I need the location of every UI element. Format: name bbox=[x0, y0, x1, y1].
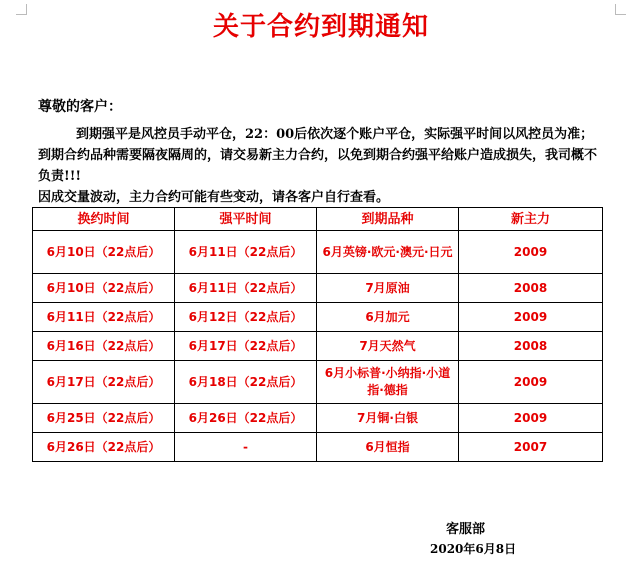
cell-rollover-time: 6月26日（22点后） bbox=[33, 433, 175, 462]
cell-new-main-contract: 2009 bbox=[459, 404, 603, 433]
notice-body bbox=[38, 124, 604, 208]
header-forced-close-time: 强平时间 bbox=[175, 208, 317, 231]
cell-rollover-time: 6月10日（22点后） bbox=[33, 231, 175, 274]
table-row bbox=[33, 361, 603, 404]
table-row bbox=[33, 303, 603, 332]
cell-new-main-contract: 2009 bbox=[459, 303, 603, 332]
notice-paragraph-1: 到期强平是风控员手动平仓，22：00后依次逐个账户平仓，实际强平时间以风控员为准；到期合约品种需要隔夜隔周的，请交易新主力合约，以免到期合约强平给账户造成损失，我司概不负责!!! bbox=[38, 127, 598, 184]
table-row bbox=[33, 231, 603, 274]
cell-forced-close-time: 6月11日（22点后） bbox=[175, 231, 317, 274]
table-row bbox=[33, 433, 603, 462]
cell-expiring-product: 7月铜·白银 bbox=[317, 404, 459, 433]
cell-rollover-time: 6月25日（22点后） bbox=[33, 404, 175, 433]
cell-forced-close-time: 6月26日（22点后） bbox=[175, 404, 317, 433]
cell-rollover-time: 6月11日（22点后） bbox=[33, 303, 175, 332]
table-row bbox=[33, 274, 603, 303]
signature-date: 2020年6月8日 bbox=[430, 542, 517, 556]
cell-rollover-time: 6月17日（22点后） bbox=[33, 361, 175, 404]
expiry-schedule-table bbox=[32, 207, 603, 462]
cell-forced-close-time: - bbox=[175, 433, 317, 462]
signature-department: 客服部 bbox=[446, 522, 486, 537]
cell-new-main-contract: 2009 bbox=[459, 231, 603, 274]
table-row bbox=[33, 404, 603, 433]
cell-new-main-contract: 2009 bbox=[459, 361, 603, 404]
notice-title: 关于合约到期通知 bbox=[212, 12, 429, 42]
cell-new-main-contract: 2008 bbox=[459, 274, 603, 303]
cell-expiring-product: 6月加元 bbox=[317, 303, 459, 332]
header-new-main-contract: 新主力 bbox=[459, 208, 603, 231]
cell-new-main-contract: 2007 bbox=[459, 433, 603, 462]
cell-expiring-product: 6月英镑·欧元·澳元·日元 bbox=[317, 231, 459, 274]
cell-rollover-time: 6月16日（22点后） bbox=[33, 332, 175, 361]
header-rollover-time: 换约时间 bbox=[33, 208, 175, 231]
cell-forced-close-time: 6月11日（22点后） bbox=[175, 274, 317, 303]
cell-rollover-time: 6月10日（22点后） bbox=[33, 274, 175, 303]
cell-expiring-product: 6月小标普·小纳指·小道指·德指 bbox=[317, 361, 459, 404]
cell-forced-close-time: 6月18日（22点后） bbox=[175, 361, 317, 404]
cell-new-main-contract: 2008 bbox=[459, 332, 603, 361]
table-row bbox=[33, 332, 603, 361]
table-header-row bbox=[33, 208, 603, 231]
cell-expiring-product: 7月原油 bbox=[317, 274, 459, 303]
cell-forced-close-time: 6月12日（22点后） bbox=[175, 303, 317, 332]
cell-expiring-product: 6月恒指 bbox=[317, 433, 459, 462]
header-expiring-product: 到期品种 bbox=[317, 208, 459, 231]
greeting: 尊敬的客户： bbox=[38, 99, 122, 115]
cell-forced-close-time: 6月17日（22点后） bbox=[175, 332, 317, 361]
notice-paragraph-2: 因成交量波动，主力合约可能有些变动，请各客户自行查看。 bbox=[38, 190, 390, 205]
cell-expiring-product: 7月天然气 bbox=[317, 332, 459, 361]
